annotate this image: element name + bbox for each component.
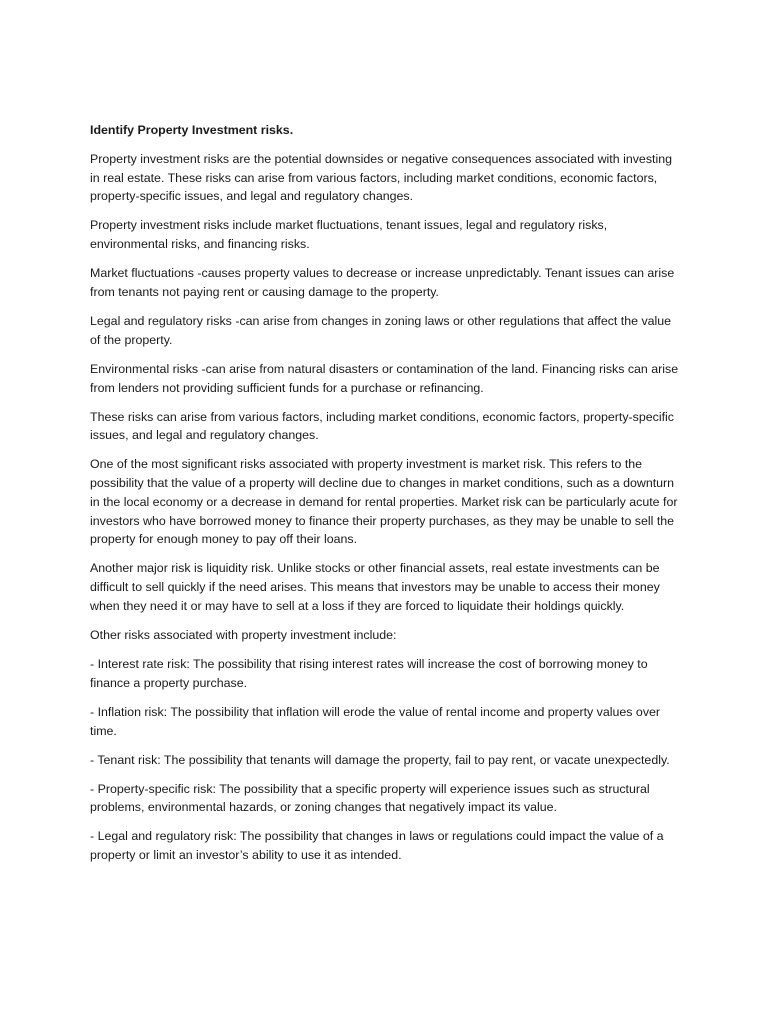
list-item-interest-rate-risk: - Interest rate risk: The possibility that rising interest rates will increase the cost of borrowing money to finance a property purchase. bbox=[90, 657, 648, 690]
paragraph-liquidity-risk: Another major risk is liquidity risk. Unlike stocks or other financial assets, real estate investments can be difficult to sell quickly if the need arises. This means that investors may be unable to access their money when they need it or may have to sell at a loss if they are forced to liquidate their holdings quickly. bbox=[90, 561, 660, 614]
list-item-legal-regulatory-risk: - Legal and regulatory risk: The possibility that changes in laws or regulations could impact the value of a property or limit an investor’s ability to use it as intended. bbox=[90, 829, 664, 863]
list-item-tenant-risk: - Tenant risk: The possibility that tenants will damage the property, fail to pay rent, or vacate unexpectedly. bbox=[90, 752, 670, 767]
document-body bbox=[90, 121, 682, 875]
paragraph-other-risks-heading: Other risks associated with property investment include: bbox=[90, 628, 397, 643]
paragraph-market-fluctuations: Market fluctuations -causes property values to decrease or increase unpredictably. Tenant issues can arise from tenants not paying rent or causing damage to the property. bbox=[90, 266, 675, 299]
paragraph-market-risk: One of the most significant risks associated with property investment is market risk. This refers to the possibility that the value of a property will decline due to changes in market conditions, such as a downturn in the local economy or a decrease in demand for rental properties. Market risk can be particularly acute for investors who have borrowed money to finance their property purchases, as they may be unable to sell the property for enough money to pay off their loans. bbox=[90, 457, 678, 547]
paragraph-legal-regulatory: Legal and regulatory risks -can arise from changes in zoning laws or other regulations that affect the value of the property. bbox=[90, 313, 672, 347]
list-item-property-specific-risk: - Property-specific risk: The possibility that a specific property will experience issues such as structural problems, environmental hazards, or zoning changes that negatively impact its value. bbox=[90, 781, 650, 815]
list-item-inflation-risk: - Inflation risk: The possibility that inflation will erode the value of rental income and property values over time. bbox=[90, 704, 661, 738]
document-title: Identify Property Investment risks. bbox=[90, 123, 294, 137]
paragraph-environmental: Environmental risks -can arise from natural disasters or contamination of the land. Financing risks can arise from lenders not providing sufficient funds for a purchase or refinancing. bbox=[90, 361, 679, 395]
paragraph-intro: Property investment risks are the potential downsides or negative consequences associated with investing in real estate. These risks can arise from various factors, including market conditions, economic factors, property-specific issues, and legal and regulatory changes. bbox=[90, 151, 672, 204]
paragraph-risk-factors: These risks can arise from various factors, including market conditions, economic factors, property-specific issues, and legal and regulatory changes. bbox=[90, 409, 674, 443]
paragraph-risk-types: Property investment risks include market fluctuations, tenant issues, legal and regulatory risks, environmental risks, and financing risks. bbox=[90, 218, 608, 252]
